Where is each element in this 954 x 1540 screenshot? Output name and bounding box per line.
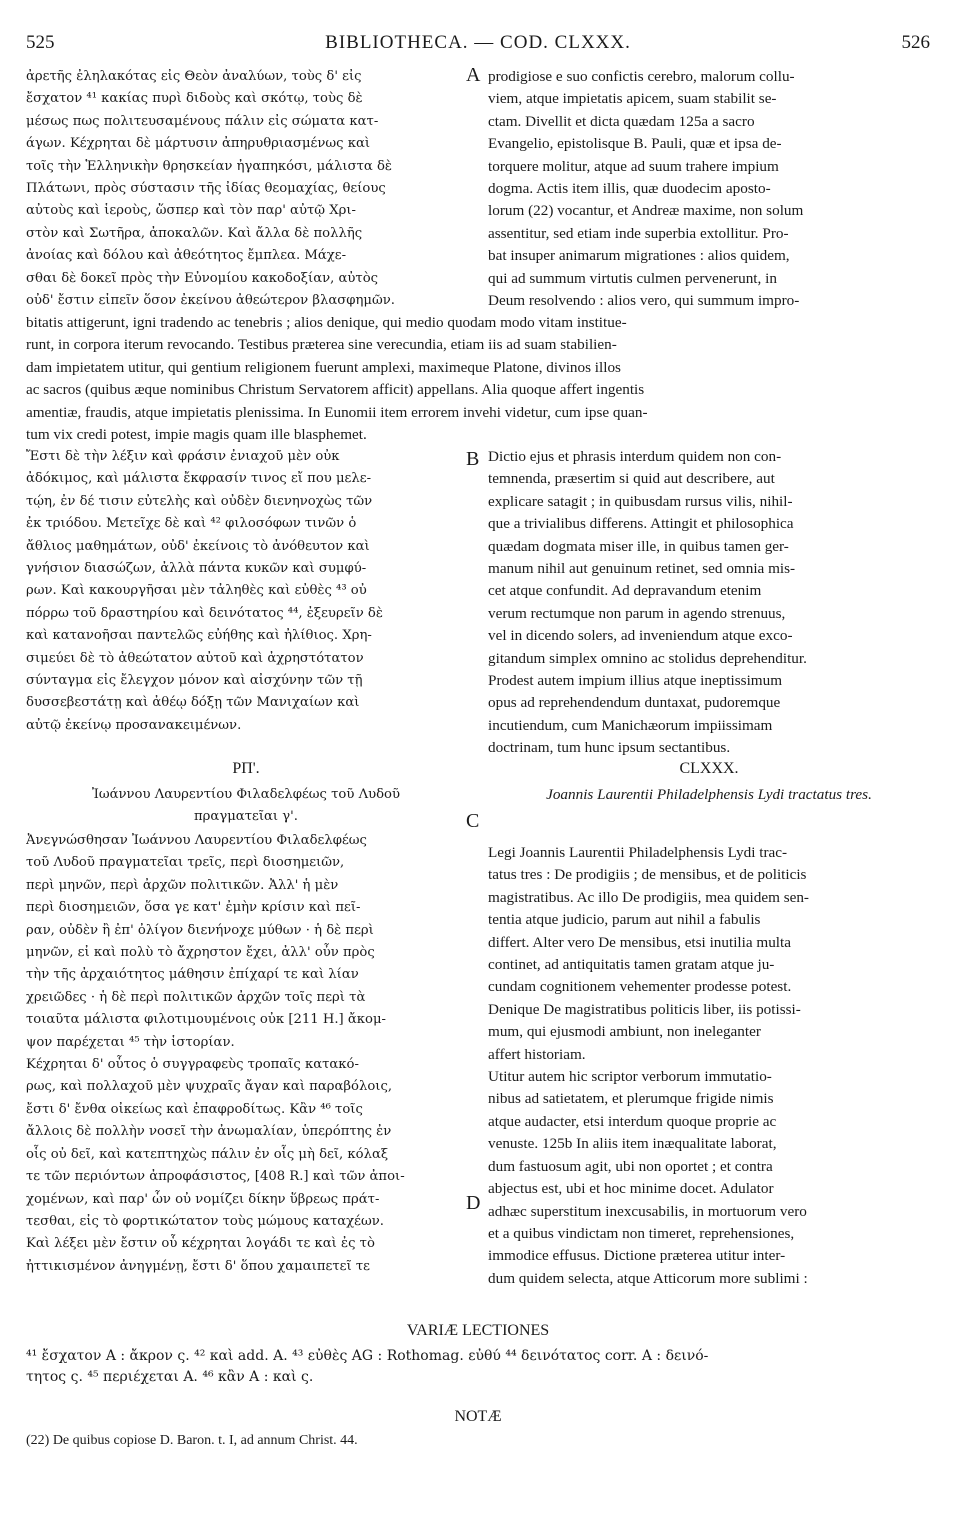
greek-text-line: ἔστι δ' ἔνθα οἰκείως καὶ ἐπαφροδίτως. Κἂν ⁴⁶ τοῖς bbox=[26, 1101, 363, 1117]
latin-text-line: opus ad reprehendendum duntaxat, pudoremque bbox=[488, 694, 781, 712]
greek-column-block1 bbox=[26, 66, 466, 312]
latin-text-line: Denique De magistratibus politicis liber, iis potissi- bbox=[488, 1000, 801, 1018]
greek-text-line: ψον παρέχεται ⁴⁵ τὴν ἱστορίαν. bbox=[26, 1034, 235, 1050]
greek-text-line: μέσως πως πολιτευσαμένους πάλιν εἰς σώματα κατ- bbox=[26, 113, 379, 129]
page-number-left: 525 bbox=[26, 32, 55, 53]
latin-column-block1 bbox=[488, 66, 930, 312]
greek-column-block3 bbox=[26, 830, 466, 1278]
greek-text-line: τῴη, ἐν δέ τισιν εὐτελὴς καὶ οὐδὲν διενηνοχὼς τῶν bbox=[26, 493, 373, 509]
latin-text-line: Evangelio, epistolisque B. Pauli, quæ et ipsa de- bbox=[488, 135, 782, 153]
latin-text-line: amentiæ, fraudis, atque impietatis plenissima. In Eunomii item errorem invehi videtur, cum ipse quan- bbox=[26, 403, 648, 421]
greek-text-line: στὸν καὶ Σωτῆρα, ἀποκαλῶν. Καὶ ἄλλα δὲ πολλῆς bbox=[26, 225, 363, 241]
greek-text-line: ἠττικισμένον ἀνηγμένῃ, ἔστι δ' ὅπου χαμαιπετεῖ τε bbox=[26, 1258, 370, 1274]
latin-text-line: assentitur, sed etiam inde superbia extollitur. Pro- bbox=[488, 224, 789, 242]
greek-title-line: πραγματεῖαι γ'. bbox=[194, 809, 298, 825]
greek-text-line: οἷς οὐ δεῖ, καὶ κατεπτηχὼς πάλιν ἐν οἷς μὴ δεῖ, κόλαξ bbox=[26, 1146, 389, 1162]
greek-text-line: ραν, οὐδὲν ἢ ἐπ' ὀλίγον διενήνοχε μύθων · ἡ δὲ περὶ bbox=[26, 922, 374, 938]
greek-text-line: άγων. Κέχρηται δὲ μάρτυσιν ἀπηρυθριασμένως καὶ bbox=[26, 136, 371, 152]
greek-text-line: τεσθαι, εἰς τὸ φορτικώτατον τοὺς μώμους καταχέων. bbox=[26, 1213, 384, 1229]
margin-mark-a: A bbox=[466, 64, 481, 86]
greek-text-line: γνήσιον διασώζων, ἀλλὰ πάντα κυκῶν καὶ συμφύ- bbox=[26, 561, 367, 577]
latin-text-line: dam impietatem utitur, qui gentium religionem fuerunt amplexi, maximeque Platone, divinos illos bbox=[26, 358, 621, 376]
greek-text-line: ἄλλοις δὲ πολλὴν νοσεῖ τὴν ἀνωμαλίαν, ὑπερόπτης ἐν bbox=[26, 1124, 392, 1140]
greek-text-line: χομένων, καὶ παρ' ὧν οὐ νομίζει δίκην ὕβρεως πράτ- bbox=[26, 1191, 380, 1207]
latin-text-line: incutiendum, cum Manichæorum impiissimam bbox=[488, 716, 773, 734]
greek-text-line: Ἔστι δὲ τὴν λέξιν καὶ φράσιν ἐνιαχοῦ μὲν οὐκ bbox=[26, 449, 340, 464]
greek-text-line: Καὶ λέξει μὲν ἔστιν οὗ κέχρηται λογάδι τε καὶ ἐς τὸ bbox=[26, 1236, 375, 1252]
greek-text-line: ἐκ τριόδου. Μετεῖχε δὲ καὶ ⁴² φιλοσόφων τινῶν ὁ bbox=[26, 516, 357, 532]
greek-text-line: τοῖς τὴν Ἑλληνικὴν θρησκείαν ἠγαπηκόσι, μάλιστα δὲ bbox=[26, 158, 393, 174]
latin-text-line: mum, qui ejusmodi ambiunt, non ineleganter bbox=[488, 1023, 761, 1041]
latin-text-line: et a quibus vindictam non timeret, reprehensiones, bbox=[488, 1224, 795, 1242]
latin-text-line: cet atque confundit. Ad depravandum etenim bbox=[488, 582, 762, 600]
greek-text-line: αὐτοὺς καὶ ἱεροὺς, ὥσπερ καὶ τὸν παρ' αὐτῷ Χρι- bbox=[26, 203, 356, 219]
latin-text-line: bat insuper animarum migrationes : alios quidem, bbox=[488, 247, 790, 265]
latin-text-line: explicare satagit ; in quibusdam rursus vilis, nihil- bbox=[488, 492, 793, 510]
greek-section-title bbox=[26, 784, 466, 829]
latin-text-line: viem, atque impietatis apicem, suam stabilit se- bbox=[488, 90, 777, 108]
greek-text-line: οὐδ' ἔστιν εἰπεῖν ὅσον ἐκείνου ἀθεώτερον βλασφημῶν. bbox=[26, 293, 395, 309]
latin-text-line: Legi Joannis Laurentii Philadelphensis Lydi trac- bbox=[488, 844, 788, 861]
greek-text-line: αὐτῷ ἐκείνῳ προσανακειμένων. bbox=[26, 717, 242, 733]
latin-text-line: dum fastuosum agit, ubi non oportet ; et contra bbox=[488, 1157, 773, 1175]
latin-section-title: Joannis Laurentii Philadelphensis Lydi tractatus tres. bbox=[546, 786, 872, 803]
latin-text-line: ctam. Divellit et dicta quædam 125a a sacro bbox=[488, 112, 755, 130]
greek-text-line: περὶ μηνῶν, περὶ ἀρχῶν πολιτικῶν. Ἀλλ' ἡ μὲν bbox=[26, 877, 339, 893]
latin-text-line: manum nihil aut genuinum retinet, sed omnia mis- bbox=[488, 560, 796, 578]
full-width-latin-block1 bbox=[26, 312, 930, 446]
greek-text-line: Κέχρηται δ' οὗτος ὁ συγγραφεὺς τροπαῖς κατακό- bbox=[26, 1057, 359, 1073]
latin-text-line: immodice effusus. Dictione præterea utitur inter- bbox=[488, 1247, 786, 1265]
latin-text-line: verum rectumque non parum in agendo strenuus, bbox=[488, 604, 786, 622]
latin-text-line: gitandum simplex omnino ac stolidus deprehenditur. bbox=[488, 649, 807, 667]
latin-text-line: qui ad summum virtutis culmen pervenerunt, in bbox=[488, 269, 777, 287]
latin-text-line: cundam cognitionem vehementer prodesse potest. bbox=[488, 978, 792, 996]
latin-text-line: ac sacros (quibus æque nominibus Christum Servatorem afficit) appellans. Alia quoque affert ingentis bbox=[26, 381, 645, 399]
latin-column-block2 bbox=[488, 446, 930, 760]
greek-text-line: σθαι δὲ δοκεῖ πρὸς τὴν Εὐνομίου κακοδοξίαν, αὐτὸς bbox=[26, 270, 379, 286]
latin-text-line: Dictio ejus et phrasis interdum quidem non con- bbox=[488, 448, 782, 465]
latin-text-line: Utitur autem hic scriptor verborum immutatio- bbox=[488, 1068, 772, 1086]
greek-text-line: ρως, καὶ πολλαχοῦ μὲν ψυχραῖς ἄγαν καὶ παραβόλοις, bbox=[26, 1079, 393, 1095]
latin-text-line: lorum (22) vocantur, et Andreæ maxime, non solum bbox=[488, 202, 804, 220]
latin-text-line: tentia atque judicio, parum aut nihil a fabulis bbox=[488, 911, 761, 929]
margin-mark-b: B bbox=[466, 448, 480, 470]
latin-text-line: doctrinam, tum hunc ipsum sectantibus. bbox=[488, 739, 731, 757]
greek-text-line: τὴν τῆς ἀρχαιότητος μάθησιν ἐπίχαρί τε καὶ λίαν bbox=[26, 967, 359, 983]
greek-text-line: πόρρω τοῦ δραστηρίου καὶ δεινότατος ⁴⁴, ἐξευρεῖν δὲ bbox=[26, 605, 383, 621]
greek-text-line: ἀνοίας καὶ δόλου καὶ ἀθεότητος ἔμπλεα. Μάχε- bbox=[26, 248, 347, 264]
latin-text-line: Prodest autem impium illius atque ineptissimum bbox=[488, 672, 783, 690]
greek-text-line: χρειῶδες · ἡ δὲ περὶ πολιτικῶν ἀρχῶν τοῖς περὶ τὰ bbox=[26, 989, 366, 1005]
latin-text-line: bitatis attigerunt, igni tradendo ac tenebris ; alios denique, qui medio quodam modo vitam institue- bbox=[26, 314, 627, 331]
variant-reading-line: τητος ς. ⁴⁵ περιέχεται A. ⁴⁶ κἂν A : καὶ ς. bbox=[26, 1369, 314, 1385]
latin-text-line: runt, in corpora iterum revocando. Testibus præterea sine verecundia, etiam iis ad suam stabilien- bbox=[26, 336, 617, 354]
greek-section-number: ΡΠ'. bbox=[232, 760, 260, 777]
variae-heading: VARIÆ LECTIONES bbox=[406, 1322, 550, 1339]
greek-text-line: ἀδόκιμος, καὶ μάλιστα ἔκφρασίν τινος εἴ που μελε- bbox=[26, 471, 372, 487]
latin-text-line: prodigiose e suo confictis cerebro, malorum collu- bbox=[488, 68, 795, 85]
latin-text-line: tatus tres : De prodigiis ; de mensibus, et de politicis bbox=[488, 866, 807, 884]
greek-text-line: ἀρετῆς ἐληλακότας εἰς Θεὸν ἀναλύων, τοὺς δ' εἰς bbox=[26, 69, 362, 84]
running-title: BIBLIOTHECA. — COD. CLXXX. bbox=[325, 32, 631, 53]
variae-lines bbox=[26, 1346, 930, 1388]
running-header bbox=[26, 32, 930, 60]
margin-mark-d: D bbox=[466, 1192, 481, 1214]
latin-text-line: continet, ad antiquitatis tamen gratam atque ju- bbox=[488, 956, 775, 974]
latin-text-line: differt. Alter vero De mensibus, etsi inutilia multa bbox=[488, 933, 791, 951]
greek-text-line: τοιαῦτα μάλιστα φιλοτιμουμένοις οὐκ [211 H.] ἄκομ- bbox=[26, 1012, 386, 1028]
greek-title-line: Ἰωάννου Λαυρεντίου Φιλαδελφέως τοῦ Λυδοῦ bbox=[91, 787, 401, 802]
latin-text-line: dogma. Actis item illis, quæ duodecim aposto- bbox=[488, 180, 771, 198]
note-line: (22) De quibus copiose D. Baron. t. I, ad annum Christ. 44. bbox=[26, 1433, 358, 1448]
greek-text-line: Ἀνεγνώσθησαν Ἰωάννου Λαυρεντίου Φιλαδελφέως bbox=[26, 833, 367, 848]
greek-text-line: ρων. Καὶ κακουργῆσαι μὲν τἀληθὲς καὶ εὐθὲς ⁴³ οὐ bbox=[26, 583, 367, 599]
latin-text-line: Deum resolvendo : alios vero, qui summum impro- bbox=[488, 292, 800, 310]
latin-column-block3 bbox=[488, 842, 930, 1290]
latin-text-line: nibus ad satietatem, et plerumque frigide nimis bbox=[488, 1090, 774, 1108]
latin-text-line: torquere molitur, atque ad suum trahere impium bbox=[488, 157, 779, 175]
greek-text-line: σύνταγμα εἰς ἔλεγχον μόνον καὶ αἰσχύνην τῶν τῇ bbox=[26, 673, 363, 689]
latin-text-line: atque audacter, etsi interdum quoque proprie ac bbox=[488, 1112, 777, 1130]
latin-text-line: que a trivialibus differens. Attingit et philosophica bbox=[488, 515, 794, 533]
latin-text-line: temnenda, præsertim si quid aut describere, aut bbox=[488, 470, 775, 488]
greek-text-line: καὶ κατανοῆσαι παντελῶς εὐήθης καὶ ἠλίθιος. Χρη- bbox=[26, 628, 372, 644]
latin-text-line: affert historiam. bbox=[488, 1045, 586, 1063]
latin-section-number: CLXXX. bbox=[679, 760, 739, 777]
greek-column-block2 bbox=[26, 446, 466, 737]
page-number-right: 526 bbox=[901, 32, 930, 53]
greek-text-line: τοῦ Λυδοῦ πραγματεῖαι τρεῖς, περὶ διοσημειῶν, bbox=[26, 855, 345, 871]
notae-lines bbox=[26, 1430, 930, 1451]
latin-text-line: venuste. 125b In aliis item inæqualitate laborat, bbox=[488, 1135, 777, 1153]
greek-text-line: δυσσεβεστάτῃ καὶ ἀθέῳ δόξῃ τῶν Μανιχαίων καὶ bbox=[26, 695, 360, 711]
latin-text-line: abjectus est, ubi et hoc minime docet. Adulator bbox=[488, 1180, 774, 1198]
margin-mark-c: C bbox=[466, 810, 480, 832]
greek-text-line: Πλάτωνι, πρὸς σύστασιν τῆς ἰδίας θεομαχίας, θείους bbox=[26, 181, 386, 197]
latin-text-line: magistratibus. Ac illo De prodigiis, mea quidem sen- bbox=[488, 888, 809, 906]
notae-heading: NOTÆ bbox=[454, 1408, 502, 1425]
latin-text-line: tum vix credi potest, impie magis quam ille blasphemet. bbox=[26, 426, 367, 444]
latin-text-line: dum quidem selecta, atque Atticorum more sublimi : bbox=[488, 1269, 808, 1287]
greek-text-line: τε τῶν περιόντων ἀπροφάσιστος, [408 R.] καὶ τῶν ἀποι- bbox=[26, 1169, 405, 1185]
greek-text-line: ἔσχατον ⁴¹ κακίας πυρὶ διδοὺς καὶ σκότῳ, τοὺς δὲ bbox=[26, 91, 363, 107]
latin-text-line: vel in dicendo solers, ad inveniendum atque exco- bbox=[488, 627, 793, 645]
latin-text-line: adhæc superstitum inexcusabilis, in mortuorum vero bbox=[488, 1202, 807, 1220]
latin-text-line: quædam dogmata miser ille, in quibus tamen ger- bbox=[488, 537, 789, 555]
greek-text-line: σιμεύει δὲ τὸ ἀθεώτατον αὐτοῦ καὶ ἀχρηστότατον bbox=[26, 650, 364, 666]
greek-text-line: μηνῶν, εἰ καὶ πολὺ τὸ ἄχρηστον ἔχει, ἀλλ' οὖν πρὸς bbox=[26, 945, 375, 961]
greek-text-line: περὶ διοσημειῶν, ὅσα γε κατ' ἐμὴν κρίσιν καὶ πεῖ- bbox=[26, 900, 361, 916]
variant-reading-line: ⁴¹ ἔσχατον A : ἄκρον ς. ⁴² καὶ add. A. ⁴³ εὐθὲς AG : Rothomag. εὐθύ ⁴⁴ δεινότατος corr. A : δεινό- bbox=[26, 1348, 709, 1364]
greek-text-line: ἄθλιος μαθημάτων, οὐδ' ἐκείνοις τὸ ἀνόθευτον καὶ bbox=[26, 538, 370, 554]
